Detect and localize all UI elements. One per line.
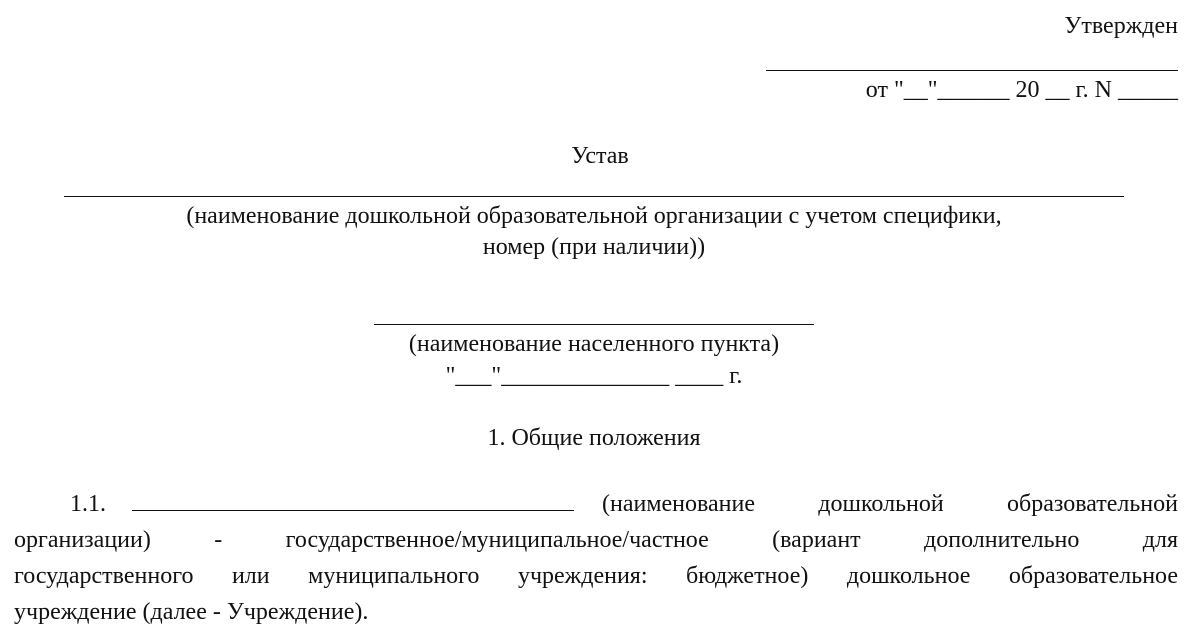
org-name-hint-line1: (наименование дошкольной образовательной организации с учетом специфики, bbox=[186, 203, 1002, 229]
clause-line1-tail: (наименование дошкольной образовательной bbox=[602, 491, 1178, 517]
clause-line-2: организации) - государственное/муниципальное/частное (вариант дополнительно для bbox=[14, 527, 1178, 553]
locality-blank-line bbox=[374, 324, 814, 325]
section-heading: 1. Общие положения bbox=[487, 425, 701, 451]
clause-line-1 bbox=[14, 486, 1178, 522]
clause-org-blank bbox=[132, 488, 574, 511]
approved-label: Утвержден bbox=[1064, 13, 1178, 39]
approval-date-line: от "__"______ 20 __ г. N _____ bbox=[865, 77, 1178, 103]
org-name-hint-line2: номер (при наличии)) bbox=[482, 234, 706, 260]
charter-title: Устав bbox=[571, 143, 629, 169]
org-name-blank-line bbox=[64, 196, 1124, 197]
charter-date-line: "___"______________ ____ г. bbox=[445, 363, 743, 389]
clause-1-1 bbox=[14, 486, 1178, 630]
approval-signature-line bbox=[766, 70, 1178, 71]
clause-line-4: учреждение (далее - Учреждение). bbox=[14, 599, 369, 625]
clause-number: 1.1. bbox=[70, 491, 106, 517]
clause-line-3: государственного или муниципального учреждения: бюджетное) дошкольное образовательное bbox=[14, 563, 1178, 589]
locality-hint: (наименование населенного пункта) bbox=[408, 331, 780, 357]
